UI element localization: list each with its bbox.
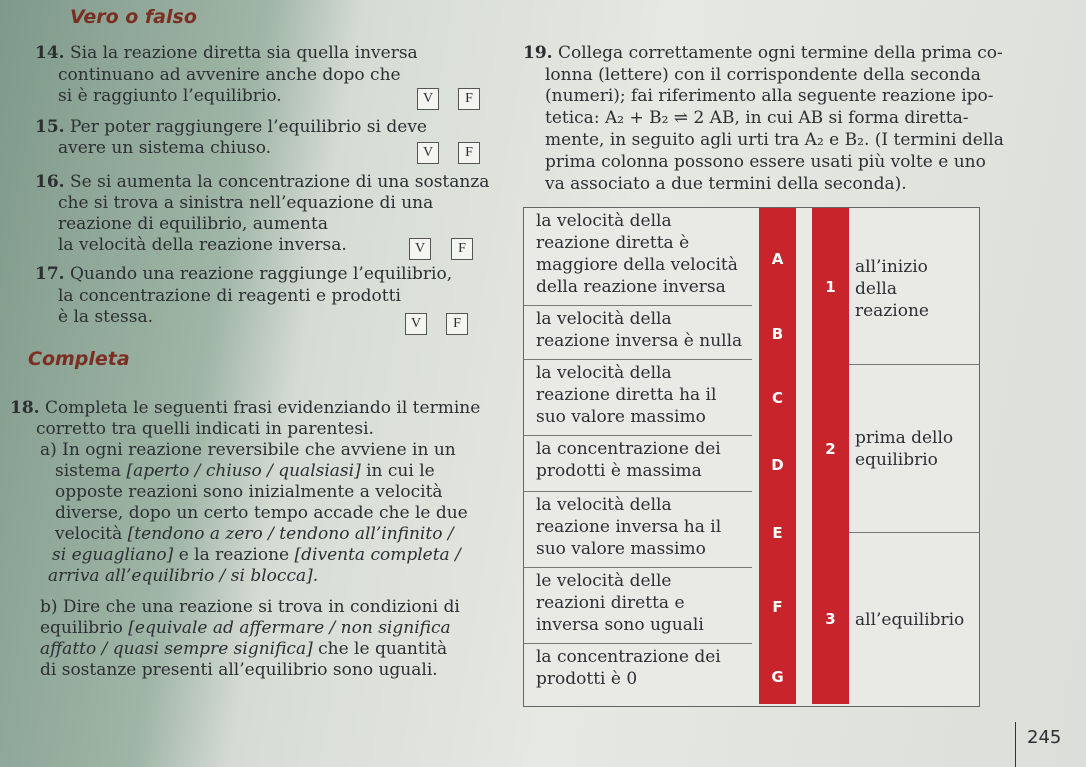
- q19-line2: lonna (lettere) con il corrispondente della seconda: [545, 65, 981, 85]
- q19-line1: 19. Collega correttamente ogni termine della prima co-: [523, 43, 1003, 63]
- letter-f[interactable]: F: [772, 598, 783, 616]
- q18-line1: 18. Completa le seguenti frasi evidenziando il termine: [10, 398, 481, 418]
- q14-true-box[interactable]: V: [417, 88, 439, 110]
- q18-a-line4: diverse, dopo un certo tempo accade che le due: [55, 503, 468, 523]
- letter-d[interactable]: D: [771, 456, 784, 474]
- right-item-1: all’inizio della reazione: [849, 208, 979, 365]
- q18-a-line1: a) In ogni reazione reversibile che avviene in un: [40, 440, 456, 460]
- q18-b-line3: affatto / quasi sempre significa] che le quantità: [40, 639, 448, 659]
- q19-line4: tetica: A₂ + B₂ ⇌ 2 AB, in cui AB si forma diretta-: [545, 108, 969, 128]
- right-item-2: prima dello equilibrio: [849, 365, 979, 533]
- q18-b-line1: b) Dire che una reazione si trova in condizioni di: [40, 597, 460, 617]
- q19-line3: (numeri); fai riferimento alla seguente reazione ipo-: [545, 86, 994, 106]
- q17-false-box[interactable]: F: [446, 313, 468, 335]
- number-2[interactable]: 2: [825, 440, 836, 458]
- letter-a[interactable]: A: [771, 250, 784, 268]
- q16-false-box[interactable]: F: [451, 238, 473, 260]
- q18-a-line3: opposte reazioni sono inizialmente a velocità: [55, 482, 443, 502]
- left-item-c: la velocità della reazione diretta ha il suo valore massimo: [524, 360, 752, 436]
- q18-line2: corretto tra quelli indicati in parentesi.: [36, 419, 374, 439]
- q18-b-line2: equilibrio [equivale ad affermare / non significa: [40, 618, 451, 638]
- left-item-b: la velocità della reazione inversa è nulla: [524, 306, 752, 360]
- left-item-g: la concentrazione dei prodotti è 0: [536, 647, 721, 689]
- q18-a-line6: si eguagliano] e la reazione [diventa completa /: [52, 545, 461, 565]
- q16-line4: la velocità della reazione inversa.: [58, 235, 347, 255]
- q16-line2: che si trova a sinistra nell’equazione di una: [58, 193, 434, 213]
- q14-line3: si è raggiunto l’equilibrio.: [58, 86, 282, 106]
- left-item-d: la concentrazione dei prodotti è massima: [524, 436, 752, 492]
- letter-c[interactable]: C: [771, 389, 783, 407]
- matching-table: [523, 207, 980, 707]
- page-number-divider: [1015, 722, 1016, 767]
- number-3[interactable]: 3: [825, 610, 836, 628]
- q15-true-box[interactable]: V: [417, 142, 439, 164]
- section-title-vero-falso: Vero o falso: [70, 6, 197, 28]
- letter-g[interactable]: G: [771, 668, 784, 686]
- q19-line5: mente, in seguito agli urti tra A₂ e B₂. (I termini della: [545, 130, 1004, 150]
- q17-true-box[interactable]: V: [405, 313, 427, 335]
- section-title-completa: Completa: [28, 348, 130, 370]
- q18-a-line5: velocità [tendono a zero / tendono all’infinito /: [55, 524, 454, 544]
- q18-a-line2: sistema [aperto / chiuso / qualsiasi] in cui le: [55, 461, 435, 481]
- q16-true-box[interactable]: V: [409, 238, 431, 260]
- number-1[interactable]: 1: [825, 278, 836, 296]
- q14-line1: 14. Sia la reazione diretta sia quella inversa: [35, 43, 418, 63]
- q15-line1: 15. Per poter raggiungere l’equilibrio si deve: [35, 117, 427, 137]
- q18-a-line7: arriva all’equilibrio / si blocca].: [48, 566, 319, 586]
- q18-b-line4: di sostanze presenti all’equilibrio sono uguali.: [40, 660, 438, 680]
- q17-line1: 17. Quando una reazione raggiunge l’equilibrio,: [35, 264, 453, 284]
- left-item-f: le velocità delle reazioni diretta e inversa sono uguali: [524, 568, 752, 644]
- left-item-a: la velocità della reazione diretta è maggiore della velocità della reazione inversa: [524, 208, 752, 306]
- q19-line7: va associato a due termini della seconda).: [545, 174, 907, 194]
- q14-false-box[interactable]: F: [458, 88, 480, 110]
- q14-line2: continuano ad avvenire anche dopo che: [58, 65, 401, 85]
- q16-line3: reazione di equilibrio, aumenta: [58, 214, 328, 234]
- page-number: 245: [1027, 727, 1062, 748]
- q15-line2: avere un sistema chiuso.: [58, 138, 272, 158]
- left-item-e: la velocità della reazione inversa ha il suo valore massimo: [524, 492, 752, 568]
- q19-line6: prima colonna possono essere usati più volte e uno: [545, 152, 986, 172]
- q17-line2: la concentrazione di reagenti e prodotti: [58, 286, 401, 306]
- q15-false-box[interactable]: F: [458, 142, 480, 164]
- letter-b[interactable]: B: [771, 325, 784, 343]
- q16-line1: 16. Se si aumenta la concentrazione di una sostanza: [35, 172, 490, 192]
- letter-e[interactable]: E: [772, 524, 783, 542]
- right-item-3: all’equilibrio: [855, 610, 965, 630]
- q17-line3: è la stessa.: [58, 307, 154, 327]
